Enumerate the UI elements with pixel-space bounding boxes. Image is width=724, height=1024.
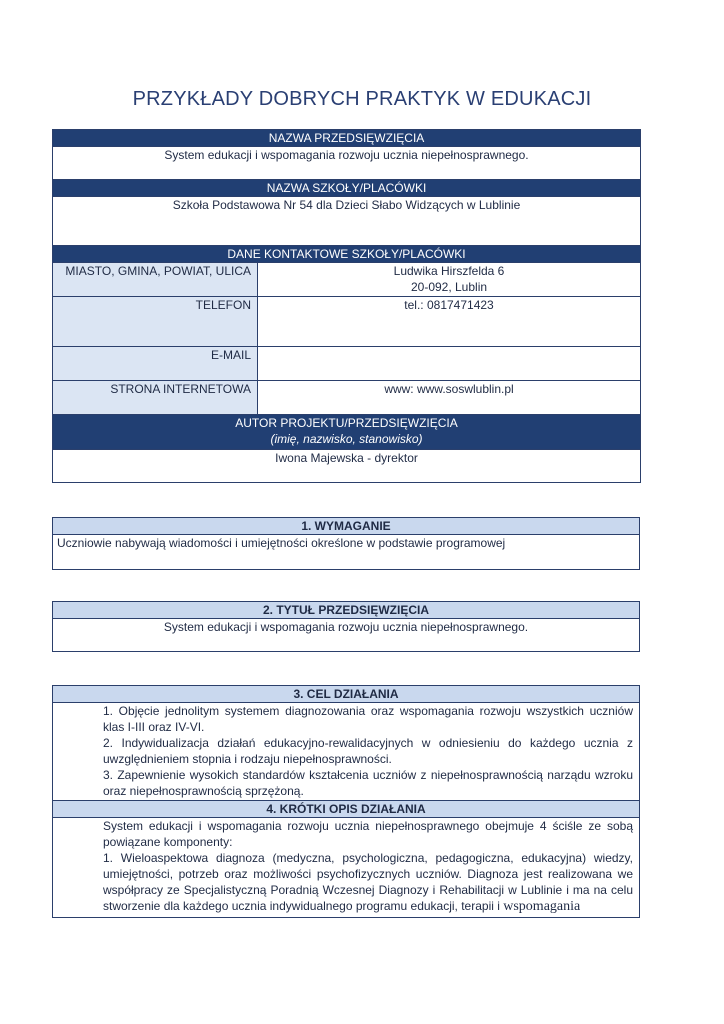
address-value [258, 263, 641, 297]
requirement-header: 1. WYMAGANIE [53, 518, 640, 535]
description-line-1: System edukacji i wspomagania rozwoju ucznia niepełnosprawnego obejmuje 4 ściśle ze sobą powiązane komponenty: [103, 819, 633, 849]
description-line-2-text: 1. Wieloaspektowa diagnoza (medyczna, psychologiczna, pedagogiczna, edukacyjna) wiedzy, umiejętności, potrzeb oraz możliwości psychofizycznych uczniów. Diagnoza jest realizowana we współpracy ze Specjalistyczną Poradnią Wczesnej Diagnozy i Rehabilitacji w Lublinie i ma na celu stworzenie dla każdego ucznia indywidualnego programu edukacji, terapii i [103, 851, 633, 913]
goal-header: 3. CEL DZIAŁANIA [53, 686, 640, 703]
author-value: Iwona Majewska - dyrektor [53, 450, 641, 483]
description-body [53, 818, 640, 918]
description-line-2 [103, 850, 633, 915]
contact-header: DANE KONTAKTOWE SZKOŁY/PLACÓWKI [53, 246, 641, 263]
goal-item-2: 2. Indywidualizacja działań edukacyjno-rewalidacyjnych w odniesieniu do każdego ucznia z uwzględnieniem stopnia i rodzaju niepełnosprawności. [103, 736, 633, 766]
requirement-table [52, 517, 640, 570]
address-line-1: Ludwika Hirszfelda 6 [393, 264, 505, 278]
description-line-2-tail: wspomagania [503, 899, 581, 914]
email-value [258, 347, 641, 381]
goal-list [53, 703, 640, 801]
project-title-text: System edukacji i wspomagania rozwoju ucznia niepełnosprawnego. [53, 619, 640, 652]
phone-label: TELEFON [53, 297, 258, 347]
goal-table [52, 685, 640, 918]
project-name-header: NAZWA PRZEDSIĘWZIĘCIA [53, 130, 641, 147]
author-header-subtitle: (imię, nazwisko, stanowisko) [270, 432, 423, 446]
goal-item-1: 1. Objęcie jednolitym systemem diagnozowania oraz wspomagania rozwoju wszystkich uczniów klas I-III oraz IV-VI. [103, 704, 633, 734]
school-name-value: Szkoła Podstawowa Nr 54 dla Dzieci Słabo Widzących w Lublinie [53, 197, 641, 246]
phone-value: tel.: 0817471423 [258, 297, 641, 347]
project-title-header: 2. TYTUŁ PRZEDSIĘWZIĘCIA [53, 602, 640, 619]
project-title-table [52, 601, 640, 652]
school-name-header: NAZWA SZKOŁY/PLACÓWKI [53, 180, 641, 197]
description-header: 4. KRÓTKI OPIS DZIAŁANIA [53, 801, 640, 818]
author-header-title: AUTOR PROJEKTU/PRZEDSIĘWZIĘCIA [235, 416, 458, 430]
page-title: PRZYKŁADY DOBRYCH PRAKTYK W EDUKACJI [132, 88, 592, 110]
project-name-value: System edukacji i wspomagania rozwoju ucznia niepełnosprawnego. [53, 147, 641, 180]
address-label: MIASTO, GMINA, POWIAT, ULICA [53, 263, 258, 297]
author-header [53, 415, 641, 450]
info-table [52, 129, 641, 483]
website-label: STRONA INTERNETOWA [53, 381, 258, 415]
goal-item-3: 3. Zapewnienie wysokich standardów kształcenia uczniów z niepełnosprawnością narządu wzroku oraz niepełnosprawnością sprzężoną. [103, 768, 633, 798]
address-line-2: 20-092, Lublin [410, 280, 488, 294]
website-value: www: www.soswlublin.pl [258, 381, 641, 415]
email-label: E-MAIL [53, 347, 258, 381]
requirement-text: Uczniowie nabywają wiadomości i umiejętności określone w podstawie programowej [53, 535, 640, 570]
